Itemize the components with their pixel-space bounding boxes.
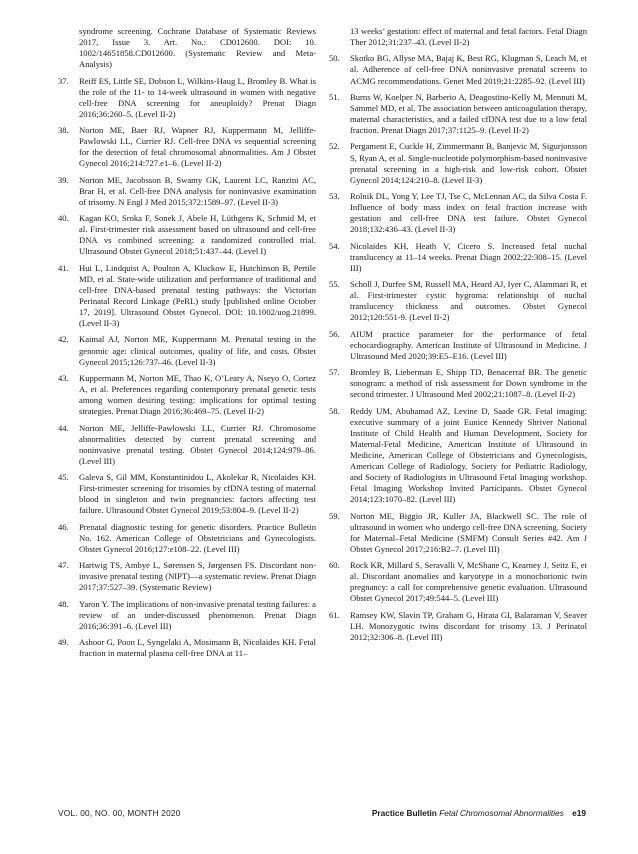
reference-text: Nicolaides KH, Heath V, Cicero S. Increased fetal nuchal translucency at 11–14 weeks. Prenat Diagn 2002;22:308–15. (Level III) <box>350 240 587 273</box>
reference-text: Prenatal diagnostic testing for genetic disorders. Practice Bulletin No. 162. American College of Obstetricians and Gynecologists. Obstet Gynecol 2016;127:e108–22. (Level III) <box>79 521 316 554</box>
reference-column-right <box>329 26 587 648</box>
reference-text: Rolnik DL, Yong Y, Lee TJ, Tse C, McLennan AC, da Silva Costa F. Influence of body mass index on fetal fraction increase with gestation and cell-free DNA test failure. Obstet Gynecol 2018;132:436–43. (Level II-3) <box>350 190 587 235</box>
reference-entry <box>58 522 316 555</box>
reference-number: 40. <box>58 213 69 224</box>
reference-entry <box>329 191 587 235</box>
reference-number: 49. <box>58 637 69 648</box>
footer-running-title <box>372 807 586 819</box>
reference-text: Norton ME, Baer RJ, Wapner RJ, Kuppermann M, Jelliffe-Pawlowski LL, Currier RJ. Cell-free DNA vs sequential screening for the detection of fetal chromosomal abnormalities. Am J Obstet Gynecol 2016;214:727.e1–6. (Level II-2) <box>79 125 316 169</box>
reference-entry <box>58 175 316 208</box>
reference-text: Kagan KO, Sroka F, Sonek J, Abele H, Lüthgens K, Schmid M, et al. First-trimester risk assessment based on ultrasound and cell-free DNA vs combined screening: a randomized controlled trial. Ultrasound Obstet Gynecol 2018;51:437–44. (Level I) <box>79 213 316 257</box>
reference-entry <box>329 279 587 323</box>
reference-entry <box>58 472 316 516</box>
reference-number: 55. <box>329 279 340 289</box>
page-number: e19 <box>572 808 586 818</box>
reference-number: 41. <box>58 262 69 273</box>
reference-number: 57. <box>329 367 340 378</box>
reference-text: Hui L, Lindquist A, Poulton A, Kluckow E, Hutchinson B, Pertile MD, et al. State-wide utilization and performance of traditional and cell-free DNA-based prenatal testing pathways: the Victorian Perinatal Record Linkage (PeRL) study [published online October 17, 2019]. Ultrasound Obstet Gynecol. DOI: 10.1002/uog.21899. (Level II-3) <box>79 262 316 329</box>
reference-number: 44. <box>58 422 69 433</box>
reference-entry <box>58 423 316 467</box>
reference-entry <box>329 329 587 362</box>
reference-text: Scholl J, Durfee SM, Russell MA, Heard AJ, Iyer C, Alammari R, et al. First-trimester cystic hygroma: relationship of nuchal translucency thickness and outcomes. Obstet Gynecol 2012;120:551-9. (Level II-2) <box>350 279 587 323</box>
reference-number: 48. <box>58 598 69 609</box>
reference-number: 50. <box>329 53 340 64</box>
reference-text: AIUM practice parameter for the performance of fetal echocardiography. American Institute of Ultrasound in Medicine. J Ultrasound Med 2020;39:E5–E16. (Level III) <box>350 328 587 361</box>
reference-entry <box>329 53 587 86</box>
reference-entry <box>329 511 587 555</box>
reference-number: 39. <box>58 174 69 185</box>
reference-entry-continuation <box>329 26 587 48</box>
footer-volume-info: VOL. 00, NO. 00, MONTH 2020 <box>58 808 181 818</box>
reference-entry <box>58 263 316 330</box>
reference-entry <box>329 610 587 643</box>
reference-text: Norton ME, Biggio JR, Kuller JA, Blackwell SC. The role of ultrasound in women who undergo cell-free DNA screening. Society for Maternal–Fetal Medicine (SMFM) Consult Series #42. Am J Obstet Gynecol 2017;216:B2–7. (Level III) <box>350 510 587 554</box>
reference-entry <box>58 76 316 120</box>
footer-bulletin-label: Practice Bulletin <box>371 808 437 818</box>
reference-entry-continuation <box>58 26 316 70</box>
page-footer <box>58 807 586 819</box>
reference-entry <box>58 213 316 257</box>
reference-number: 38. <box>58 125 69 136</box>
reference-entry <box>329 406 587 506</box>
reference-number: 54. <box>329 240 340 251</box>
reference-number: 56. <box>329 328 340 339</box>
reference-text: Hartwig TS, Ambye L, Sørensen S, Jørgensen FS. Discordant non-invasive prenatal testing (NIPT)—a systematic review. Prenat Diagn 2017;37:527–39. (Systematic Review) <box>79 560 316 593</box>
reference-entry <box>329 92 587 136</box>
reference-entry <box>329 560 587 604</box>
reference-number: 43. <box>58 372 69 383</box>
reference-number: 46. <box>58 521 69 532</box>
reference-number: 58. <box>329 405 340 416</box>
reference-number: 60. <box>329 560 340 571</box>
reference-text: Kuppermann M, Norton ME, Thao K, O’Leary A, Nseyo O, Cortez A, et al. Preferences regarding contemporary prenatal genetic tests among women desiring testing: implications for optimal testing strategies. Prenat Diagn 2016;36:469–75. (Level II-2) <box>79 372 316 417</box>
reference-text: Norton ME, Jelliffe-Pawlowski LL, Currier RJ. Chromosome abnormalities detected by current prenatal screening and noninvasive prenatal testing. Obstet Gynecol 2014;124:979–86. (Level III) <box>79 422 316 466</box>
reference-entry <box>58 334 316 367</box>
reference-number: 51. <box>329 91 340 102</box>
reference-text: Ramsey KW, Slavin TP, Graham G, Hirata GI, Balaraman V, Seaver LH. Monozygotic twins discordant for trisomy 13. J Perinatol 2012;32:306–8. (Level III) <box>350 609 587 642</box>
reference-text: 13 weeks’ gestation: effect of maternal and fetal factors. Fetal Diagn Ther 2012;31:237–43. (Level II-2) <box>350 26 587 48</box>
reference-entry <box>329 367 587 400</box>
reference-number: 59. <box>329 510 340 521</box>
reference-number: 53. <box>329 190 340 201</box>
reference-number: 52. <box>329 141 340 152</box>
reference-entry <box>58 599 316 632</box>
reference-text: Norton ME, Jacobsson B, Swamy GK, Laurent LC, Ranzini AC, Brar H, et al. Cell-free DNA analysis for noninvasive examination of trisomy. N Engl J Med 2015;372:1589–97. (Level II-3) <box>79 174 316 207</box>
reference-text: Skotko BG, Allyse MA, Bajaj K, Best RG, Klugman S, Leach M, et al. Adherence of cell-free DNA noninvasive prenatal screens to ACMG recommendations. Genet Med 2019;21:2285–92. (Level III) <box>350 53 587 86</box>
reference-text: Burns W, Koelper N, Barberio A, Deagostino-Kelly M, Mennuti M, Sammel MD, et al. The association between anticoagulation therapy, maternal characteristics, and a failed cfDNA test due to a low fetal fraction. Prenat Diagn 2017;37:1125–9. (Level II-2) <box>350 91 587 136</box>
reference-entry <box>329 141 587 185</box>
reference-text: Pergament E, Cuckle H, Zimmermann B, Banjevic M, Sigurjonsson S, Ryan A, et al. Single-nucleotide polymorphism-based noninvasive prenatal screening in a high-risk and low-risk cohort. Obstet Gynecol 2014;124:210–8. (Level II-3) <box>350 141 587 185</box>
reference-text: Reddy UM, Abuhamad AZ, Levine D, Saade GR. Fetal imaging: executive summary of a joint Eunice Kennedy Shriver National Institute of Child Health and Human Development, Society for Maternal-Fetal Medicine, American Institute of Ultrasound in Medicine, American College of Obstetricians and Gynecologists, American College of Radiology, Society for Pediatric Radiology, and Society of Radiologists in Ultrasound Fetal Imaging workshop. Fetal Imaging Workshop Invited Participants. Obstet Gynecol 2014;123:1070–82. (Level III) <box>350 405 587 505</box>
reference-number: 61. <box>329 609 340 620</box>
reference-entry <box>58 637 316 659</box>
reference-entry <box>58 560 316 593</box>
reference-entry <box>58 125 316 169</box>
reference-text: Rock KR, Millard S, Seravalli V, McShane C, Kearney J, Seitz E, et al. Discordant anomalies and karyotype in a monochorionic twin pregnancy: a call for comprehensive genetic evaluation. Ultrasound Obstet Gynecol 2017;49:544–5. (Level III) <box>350 560 587 604</box>
reference-text: Bromley B, Lieberman E, Shipp TD, Benacerraf BR. The genetic sonogram: a method of risk assessment for Down syndrome in the second trimester. J Ultrasound Med 2002;21:1087–8. (Level II-2) <box>350 367 587 400</box>
reference-entry <box>329 241 587 274</box>
reference-column-left <box>58 26 316 664</box>
reference-entry <box>58 373 316 417</box>
reference-text: syndrome screening. Cochrane Database of Systematic Reviews 2017, Issue 3. Art. No.: CD012600. DOI: 10. 1002/14651858.CD012600. (Systematic Review and Meta-Analysis) <box>79 26 316 70</box>
reference-text: Reiff ES, Little SE, Dobson L, Wilkins-Haug L, Bromley B. What is the role of the 11- to 14-week ultrasound in women with negative cell-free DNA screening for aneuploidy? Prenat Diagn 2016;36:260–5. (Level II-2) <box>79 75 316 119</box>
reference-text: Kaimal AJ, Norton ME, Kuppermann M. Prenatal testing in the genomic age: clinical outcomes, quality of life, and costs. Obstet Gynecol 2015;126:737–46. (Level II-3) <box>79 334 316 367</box>
reference-number: 42. <box>58 334 69 345</box>
reference-text: Ashoor G, Poon L, Syngelaki A, Mosimann B, Nicolaides KH. Fetal fraction in maternal plasma cell-free DNA at 11– <box>79 637 316 659</box>
reference-text: Yaron Y. The implications of non-invasive prenatal testing failures: a review of an under-discussed phenomenon. Prenat Diagn 2016;36:391–6. (Level III) <box>79 598 316 631</box>
reference-number: 37. <box>58 75 69 86</box>
reference-number: 45. <box>58 472 69 483</box>
reference-text: Galeva S, Gil MM, Konstantinidou L, Akolekar R, Nicolaides KH. First-trimester screening for trisomies by cfDNA testing of maternal blood in singleton and twin pregnancies: factors affecting test failure. Ultrasound Obstet Gynecol 2019;53:804–9. (Level II-2) <box>79 472 316 516</box>
footer-document-title: Fetal Chromosomal Abnormalities <box>439 808 564 818</box>
reference-number: 47. <box>58 560 69 571</box>
